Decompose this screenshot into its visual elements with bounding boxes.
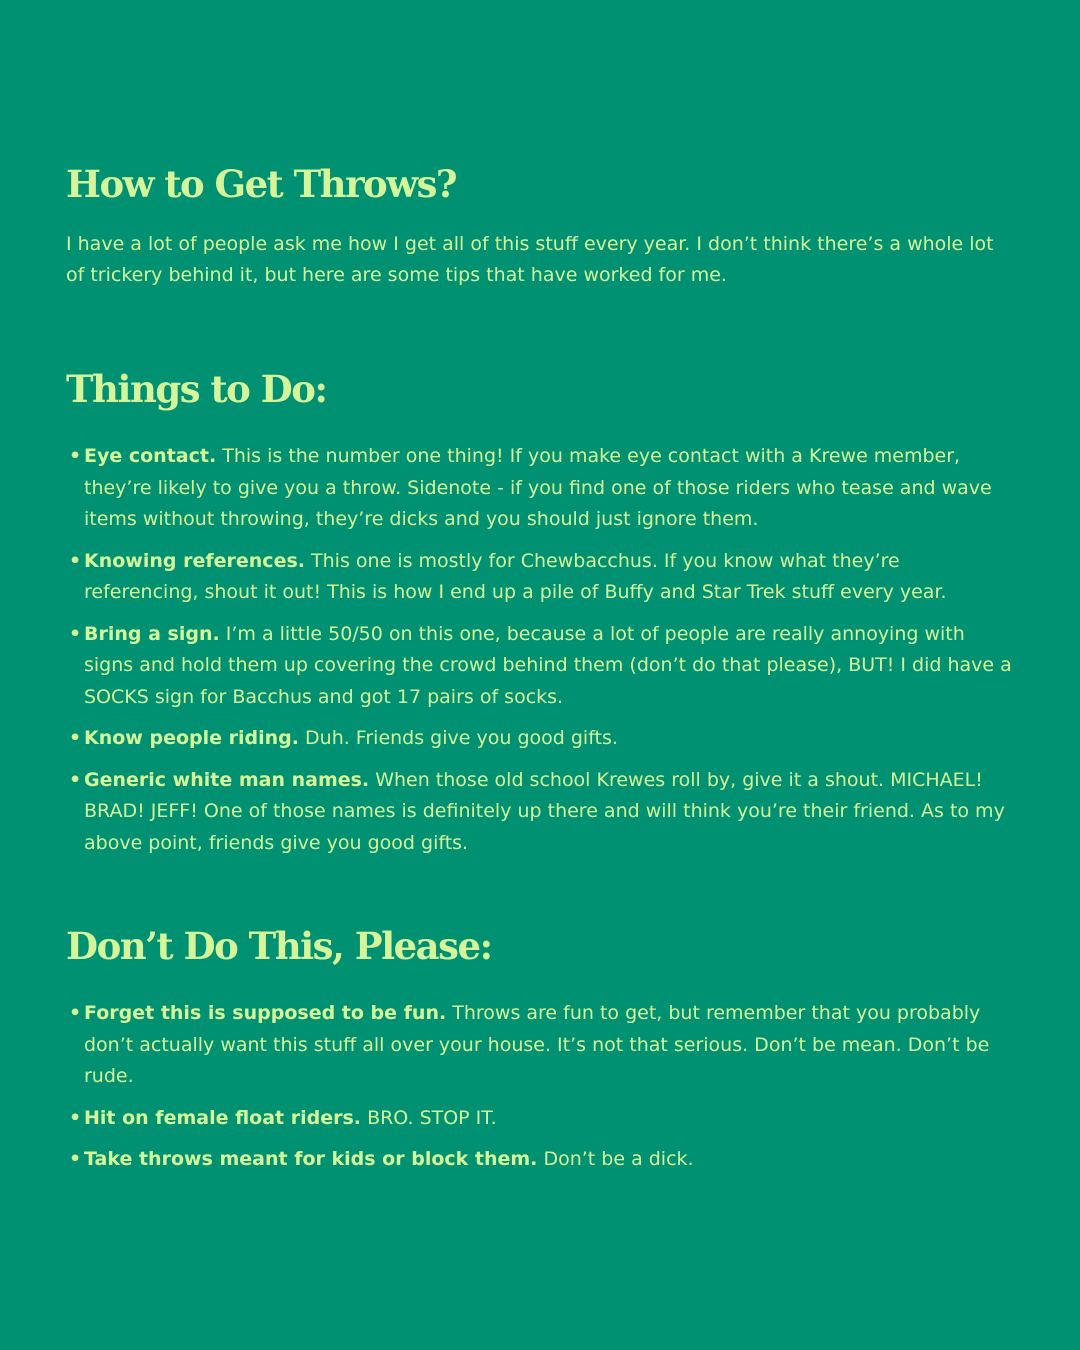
item-lead: Take throws meant for kids or block them. [84, 1148, 538, 1170]
list-item [66, 998, 1014, 1093]
things-to-do-heading: Things to Do: [66, 367, 327, 411]
item-text: Don’t be a dick. [543, 1148, 694, 1170]
bullet-icon: • [69, 727, 82, 749]
list-item [66, 1144, 1014, 1176]
item-lead: Hit on female float riders. [84, 1106, 362, 1129]
bullet-icon: • [69, 622, 82, 645]
item-lead: Forget this is supposed to be fun. [84, 1002, 447, 1024]
list-item [66, 619, 1014, 714]
item-text: When those old school Krewes roll by, give it a shout. MICHAEL! BRAD! JEFF! One of those names is definitely up there and will think you’re their friend. As to my above point, friends give you good gifts. [84, 768, 1005, 854]
things-to-do-section [66, 363, 1014, 859]
item-lead: Know people riding. [84, 727, 299, 749]
intro-heading: How to Get Throws? [66, 162, 457, 206]
intro-paragraph: I have a lot of people ask me how I get all of this stuff every year. I don’t think there’s a whole lot of trickery behind it, but here are some tips that have worked for me. [66, 233, 994, 286]
item-lead: Generic white man names. [84, 768, 370, 791]
bullet-icon: • [69, 445, 82, 467]
things-to-do-list [66, 441, 1014, 859]
item-text: This is the number one thing! If you make eye contact with a Krewe member, they’re likely to give you a throw. Sidenote - if you find one of those riders who tease and wave items without throwing, they’re dicks and you should just ignore them. [84, 445, 992, 530]
list-item [66, 546, 1014, 609]
bullet-icon: • [69, 1148, 82, 1170]
item-text: This one is mostly for Chewbacchus. If you know what they’re referencing, shout it out! This is how I end up a pile of Buffy and Star Trek stuff every year. [84, 549, 947, 603]
dont-do-heading: Don’t Do This, Please: [66, 924, 492, 968]
dont-do-list [66, 998, 1014, 1176]
item-text: I’m a little 50/50 on this one, because a lot of people are really annoying with signs and hold them up covering the crowd behind them (don’t do that please), BUT! I did have a SOCKS sign for Bacchus and got 17 pairs of socks. [84, 622, 1012, 708]
bullet-icon: • [69, 1002, 82, 1024]
list-item [66, 441, 1014, 536]
bullet-icon: • [69, 549, 82, 572]
bullet-icon: • [69, 1106, 82, 1129]
bullet-icon: • [69, 768, 82, 791]
item-lead: Knowing references. [84, 549, 305, 572]
list-item [66, 765, 1014, 860]
item-text: Throws are fun to get, but remember that you probably don’t actually want this stuff all over your house. It’s not that serious. Don’t be mean. Don’t be rude. [84, 1002, 990, 1087]
intro-section [66, 158, 1014, 291]
item-text: BRO. STOP IT. [367, 1106, 497, 1129]
item-lead: Eye contact. [84, 445, 217, 467]
list-item [66, 723, 1014, 755]
item-text: Duh. Friends give you good gifts. [305, 727, 618, 749]
item-lead: Bring a sign. [84, 622, 220, 645]
list-item [66, 1103, 1014, 1135]
dont-do-section [66, 920, 1014, 1176]
